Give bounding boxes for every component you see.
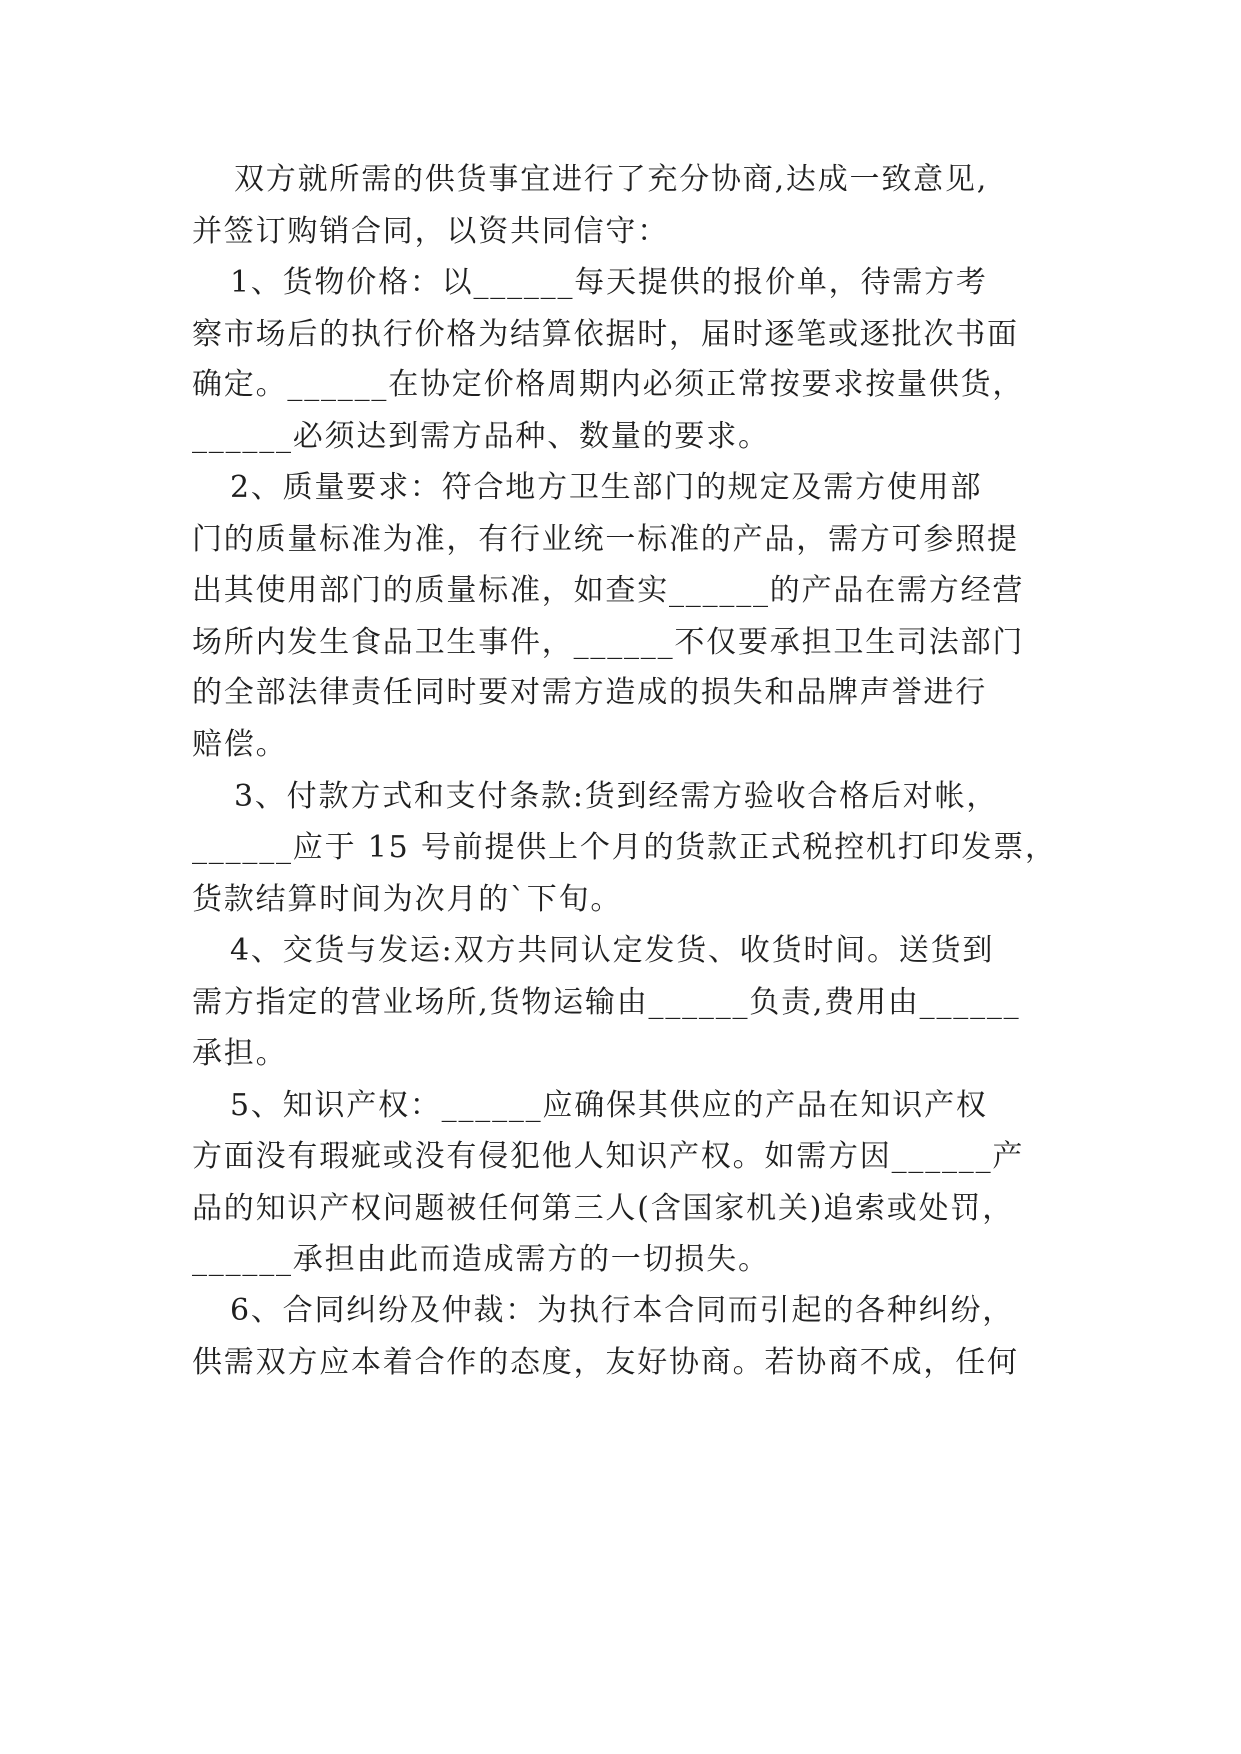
text-line: 1、货物价格：以______每天提供的报价单，待需方考 bbox=[230, 265, 988, 300]
text-line: 出其使用部门的质量标准，如查实______的产品在需方经营 bbox=[192, 573, 1025, 608]
text-line: 2、质量要求：符合地方卫生部门的规定及需方使用部 bbox=[230, 470, 983, 505]
text-line: 方面没有瑕疵或没有侵犯他人知识产权。如需方因______产 bbox=[192, 1139, 1025, 1174]
text-line: 察市场后的执行价格为结算依据时，届时逐笔或逐批次书面 bbox=[192, 317, 1019, 352]
text-line: 双方就所需的供货事宜进行了充分协商,达成一致意见, bbox=[234, 162, 989, 197]
text-line: 供需双方应本着合作的态度，友好协商。若协商不成，任何 bbox=[192, 1345, 1019, 1380]
text-line: 场所内发生食品卫生事件，______不仅要承担卫生司法部门 bbox=[192, 625, 1025, 660]
text-line: 5、知识产权：______应确保其供应的产品在知识产权 bbox=[230, 1088, 988, 1123]
text-line: 4、交货与发运:双方共同认定发货、收货时间。送货到 bbox=[230, 933, 995, 968]
text-line: ______必须达到需方品种、数量的要求。 bbox=[192, 419, 770, 454]
text-line: 需方指定的营业场所,货物运输由______负责,费用由______ bbox=[192, 985, 1021, 1020]
text-line: 品的知识产权问题被任何第三人(含国家机关)追索或处罚， bbox=[192, 1191, 1015, 1226]
text-line: 门的质量标准为准，有行业统一标准的产品，需方可参照提 bbox=[192, 522, 1019, 557]
text-line: 货款结算时间为次月的`下旬。 bbox=[192, 882, 623, 917]
text-line: 3、付款方式和支付条款:货到经需方验收合格后对帐， bbox=[234, 779, 999, 814]
text-line: 赔偿。 bbox=[192, 727, 288, 762]
text-line: 确定。______在协定价格周期内必须正常按要求按量供货， bbox=[192, 367, 1025, 402]
text-line: ______应于 15 号前提供上个月的货款正式税控机打印发票， bbox=[192, 830, 1057, 865]
text-line: 6、合同纠纷及仲裁：为执行本合同而引起的各种纠纷， bbox=[230, 1293, 1015, 1328]
text-line: 的全部法律责任同时要对需方造成的损失和品牌声誉进行 bbox=[192, 675, 987, 710]
text-line: ______承担由此而造成需方的一切损失。 bbox=[192, 1242, 770, 1277]
text-line: 并签订购销合同，以资共同信守： bbox=[192, 214, 669, 249]
text-line: 承担。 bbox=[192, 1036, 288, 1071]
